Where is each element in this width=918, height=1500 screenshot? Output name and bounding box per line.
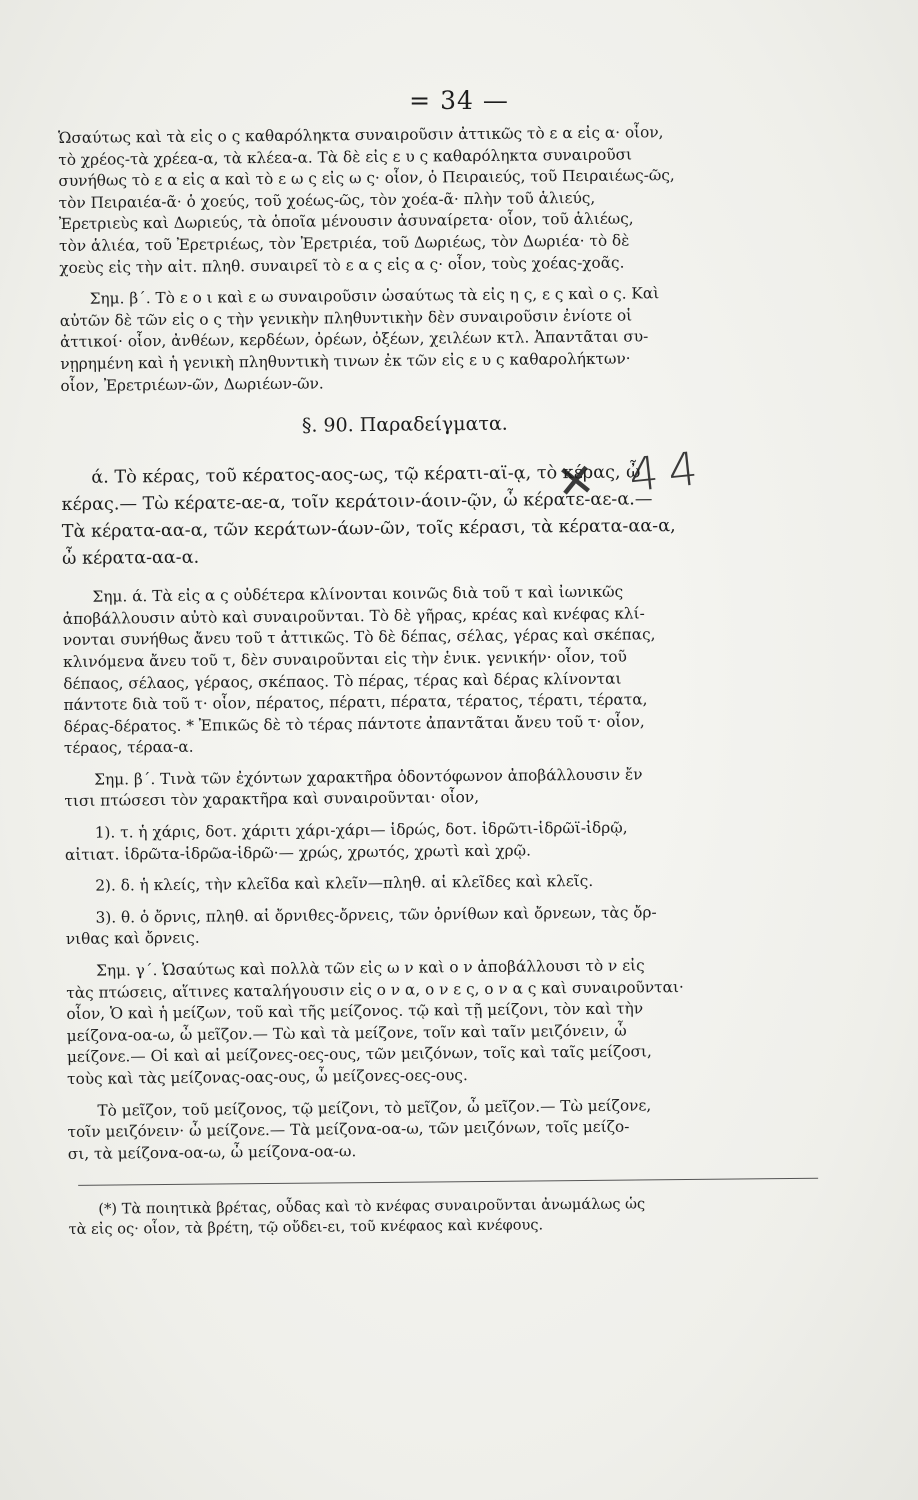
- text-line: ἀττικοί· οἷον, ἀνθέων, κερδέων, ὀρέων, ὀξέων, χειλέων κτλ. Ἀπαντᾶται συ-: [59, 327, 649, 352]
- text-line: τισι πτώσεσι τὸν χαρακτῆρα καὶ συναιροῦνται· οἷον,: [64, 788, 480, 811]
- footnote: [68, 1193, 836, 1240]
- text-line: μείζονε.— Οἱ καὶ αἱ μείζονες-οες-ους, τῶν μειζόνων, τοῖς καὶ ταῖς μείζοσι,: [66, 1042, 652, 1067]
- text-line: νονται συνήθως ἄνευ τοῦ τ ἀττικῶς. Τὸ δὲ δέπας, σέλας, γέρας καὶ σκέπας,: [62, 625, 656, 650]
- text-line: αἰτιατ. ἱδρῶτα-ἱδρῶα-ἱδρῶ·— χρώς, χρωτός, χρωτὶ καὶ χρῷ.: [64, 841, 531, 864]
- text-line: ὦ κέρατα-αα-α.: [62, 547, 200, 570]
- text-line: τὸν ἁλιέα, τοῦ Ἐρετριέως, τὸν Ἐρετριέα, τοῦ Δωριέως, τὸν Δωριέα· τὸ δὲ: [59, 231, 630, 255]
- text-line: τέραος, τέραα-α.: [63, 738, 194, 758]
- text-line: Τὰ κέρατα-αα-α, τῶν κεράτων-άων-ῶν, τοῖς κέρασι, τὰ κέρατα-αα-α,: [61, 516, 676, 543]
- text-line: κλινόμενα ἄνευ τοῦ τ, δὲν συναιροῦνται εἰς τὴν ἑνικ. γενικήν· οἷον, τοῦ: [63, 647, 627, 671]
- text-line: κέρας.— Τὼ κέρατε-αε-α, τοῖν κεράτοιν-άοιν-ῷν, ὦ κέρατε-αε-α.—: [61, 489, 653, 516]
- numbered-example-3: [65, 900, 833, 951]
- text-line: οἷον, Ὁ καὶ ἡ μείζων, τοῦ καὶ τῆς μείζονος. τῷ καὶ τῇ μείζονι, τὸν καὶ τὴν: [66, 999, 644, 1024]
- text-line: τὰς πτώσεις, αἵτινες καταλήγουσιν εἰς ο ν α, ο ν ε ς, ο ν α ς καὶ συναιροῦνται·: [66, 977, 684, 1002]
- text-line: τοῖν μειζόνειν· ὦ μείζονε.— Τὰ μείζονα-οα-ω, τῶν μειζόνων, τοῖς μείζο-: [67, 1117, 630, 1142]
- text-line: οἷον, Ἐρετριέων-ῶν, Δωριέων-ῶν.: [60, 373, 324, 395]
- text-line: Τὸ μεῖζον, τοῦ μείζονος, τῷ μείζονι, τὸ μεῖζον, ὦ μεῖζον.— Τὼ μείζονε,: [97, 1095, 652, 1120]
- example-alpha: [61, 458, 830, 573]
- text-line: τοὺς καὶ τὰς μείζονας-οας-ους, ὦ μείζονες-οες-ους.: [67, 1066, 468, 1088]
- text-line: ἀποβάλλουσιν αὐτὸ καὶ συναιροῦνται. Τὸ δὲ γῆρας, κρέας καὶ κνέφας κλί-: [62, 604, 645, 628]
- text-line: σι, τὰ μείζονα-οα-ω, ὦ μείζονα-οα-ω.: [67, 1141, 357, 1163]
- text-line: τὸ χρέος-τὰ χρέεα-α, τὰ κλέεα-α. Τὰ δὲ εἰς ε υ ς καθαρόληκτα συναιροῦσι: [58, 145, 633, 169]
- page-body: [58, 121, 837, 1241]
- text-line: τὸν Πειραιέα-ᾶ· ὁ χοεύς, τοῦ χοέως-ῶς, τὸν χοέα-ᾶ· πλὴν τοῦ ἁλιεύς,: [58, 188, 596, 212]
- text-line: 2). δ. ἡ κλείς, τὴν κλεῖδα καὶ κλεῖν—πληθ. αἱ κλεῖδες καὶ κλεῖς.: [95, 872, 594, 895]
- footnote-divider: [78, 1178, 818, 1186]
- text-line: τὰ εἰς ος· οἷον, τὰ βρέτη, τῷ οὔδει-ει, τοῦ κνέφαος καὶ κνέφους.: [68, 1216, 544, 1239]
- note-beta: [64, 762, 832, 813]
- text-line: νῃρημένη καὶ ἡ γενικὴ πληθυντικὴ τινων ἐκ τῶν εἰς ε υ ς καθαρολήκτων·: [60, 349, 631, 373]
- text-line: Σημ. ά. Τὰ εἰς α ς οὐδέτερα κλίνονται κοινῶς διὰ τοῦ τ καὶ ἰωνικῶς: [92, 582, 624, 606]
- paragraph-2-note-beta: [60, 282, 829, 397]
- text-line: (*) Τὰ ποιητικὰ βρέτας, οὖδας καὶ τὸ κνέφας συναιροῦνται ἀνωμάλως ὡς: [98, 1195, 646, 1219]
- section-heading: §. 90. Παραδείγματα.: [301, 412, 508, 437]
- text-line: ά. Τὸ κέρας, τοῦ κέρατος-αος-ως, τῷ κέρατι-αϊ-ᾳ, τὸ κέρας, ὦ: [91, 462, 641, 488]
- handwritten-mark: ✕ 44: [553, 440, 711, 510]
- text-line: Ἐρετριεὺς καὶ Δωριεύς, τὰ ὁποῖα μένουσιν ἀσυναίρετα· οἷον, τοῦ ἁλιέως,: [58, 209, 634, 234]
- text-line: μείζονα-οα-ω, ὦ μεῖζον.— Τὼ καὶ τὰ μείζονε, τοῖν καὶ ταῖν μειζόνειν, ὦ: [66, 1021, 627, 1045]
- text-line: Σημ. β΄. Τὸ ε ο ι καὶ ε ω συναιροῦσιν ὡσαύτως τὰ εἰς η ς, ε ς καὶ ο ς. Καὶ: [89, 284, 660, 308]
- text-line: δέρας-δέρατος. * Ἐπικῶς δὲ τὸ τέρας πάντοτε ἀπαντᾶται ἄνευ τοῦ τ· οἷον,: [63, 712, 645, 736]
- text-line: Σημ. γ΄. Ὡσαύτως καὶ πολλὰ τῶν εἰς ω ν καὶ ο ν ἀποβάλλουσι τὸ ν εἰς: [96, 956, 645, 980]
- page-number: = 34 —: [409, 86, 509, 115]
- text-line: συνήθως τὸ ε α εἰς α καὶ τὸ ε ω ς εἰς ω ς· οἷον, ὁ Πειραιεύς, τοῦ Πειραιέως-ῶς,: [58, 166, 675, 191]
- note-gamma: [66, 954, 835, 1091]
- numbered-example-1: [65, 816, 833, 867]
- text-line: Ὡσαύτως καὶ τὰ εἰς ο ς καθαρόληκτα συναιροῦσιν ἀττικῶς τὸ ε α εἰς α· οἷον,: [58, 123, 664, 147]
- text-line: χοεὺς εἰς τὴν αἰτ. πληθ. συναιρεῖ τὸ ε α ς εἰς α ς· οἷον, τοὺς χοέας-χοᾶς.: [59, 253, 625, 277]
- paragraph-1: [58, 121, 827, 280]
- text-line: αὐτῶν δὲ τῶν εἰς ο ς τὴν γενικὴν πληθυντικὴν δὲν συναιροῦσιν ἐνίοτε οἱ: [59, 306, 633, 330]
- text-line: δέπαος, σέλαος, γέραος, σκέπαος. Τὸ πέρας, τέρας καὶ δέρας κλίνονται: [63, 669, 622, 693]
- text-line: 3). θ. ὁ ὄρνις, πληθ. αἱ ὄρνιθες-ὄρνεις, τῶν ὀρνίθων καὶ ὄρνεων, τὰς ὄρ-: [95, 903, 657, 927]
- text-line: πάντοτε διὰ τοῦ τ· οἷον, πέρατος, πέρατι, πέρατα, τέρατος, τέρατι, τέρατα,: [63, 690, 648, 715]
- note-alpha: [62, 580, 832, 760]
- text-line: 1). τ. ἡ χάρις, δοτ. χάριτι χάρι-χάρι— ἱδρώς, δοτ. ἱδρῶτι-ἱδρῶϊ-ἱδρῷ,: [94, 818, 628, 842]
- text-line: Σημ. β΄. Τινὰ τῶν ἐχόντων χαρακτῆρα ὀδοντόφωνον ἀποβάλλουσιν ἔν: [94, 765, 643, 789]
- text-line: νιθας καὶ ὄρνεις.: [65, 929, 200, 949]
- neuter-paragraph: [67, 1093, 836, 1165]
